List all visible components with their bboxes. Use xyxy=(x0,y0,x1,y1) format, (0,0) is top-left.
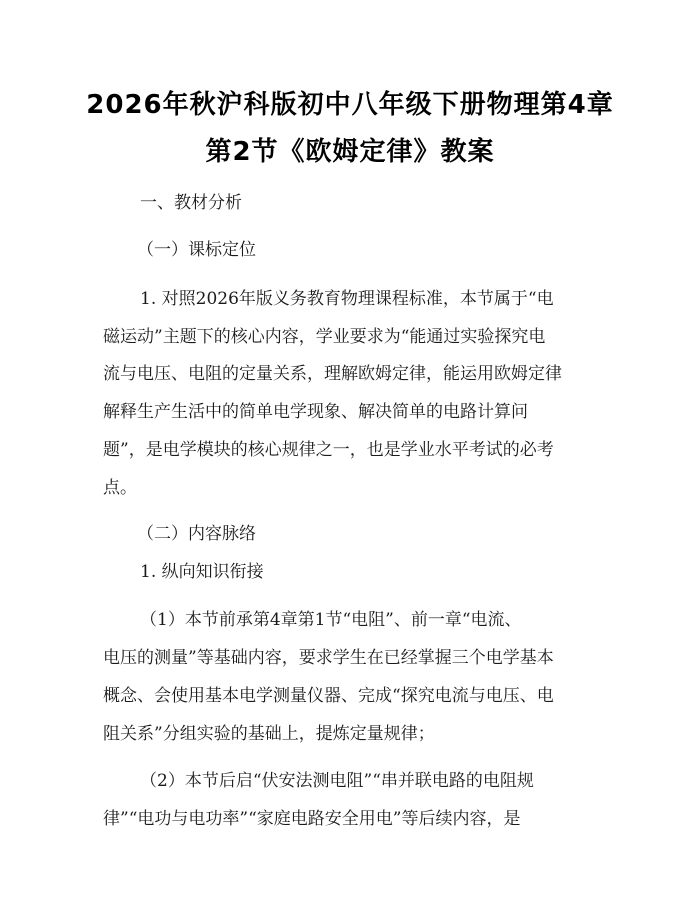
paragraph-2-line-1: （1）本节前承第4章第1节“电阻”、前一章“电流、 xyxy=(140,610,522,630)
paragraph-1-line-2: 磁运动”主题下的核心内容，学业要求为“能通过实验探究电 xyxy=(103,327,546,347)
paragraph-2-line-4: 阻关系”分组实验的基础上，提炼定量规律； xyxy=(103,724,435,744)
paragraph-1-line-6: 点。 xyxy=(103,478,137,498)
paragraph-1-line-3: 流与电压、电阻的定量关系，理解欧姆定律，能运用欧姆定律 xyxy=(103,364,562,384)
subsection-heading-curriculum-positioning: （一）课标定位 xyxy=(137,240,256,260)
paragraph-1-line-5: 题”，是电学模块的核心规律之一，也是学业水平考试的必考 xyxy=(103,440,554,460)
document-title-line-2: 第2节《欧姆定律》教案 xyxy=(205,137,495,167)
paragraph-1-line-4: 解释生产生活中的简单电学现象、解决简单的电路计算问 xyxy=(103,402,528,422)
paragraph-1-line-1: 1. 对照2026年版义务教育物理课程标准，本节属于“电 xyxy=(140,289,554,309)
paragraph-3-line-1: （2）本节后启“伏安法测电阻”“串并联电路的电阻规 xyxy=(140,771,534,791)
section-heading-textbook-analysis: 一、教材分析 xyxy=(140,193,242,213)
paragraph-3-line-2: 律”“电功与电功率”“家庭电路安全用电”等后续内容，是 xyxy=(103,809,521,829)
paragraph-2-line-2: 电压的测量”等基础内容，要求学生在已经掌握三个电学基本 xyxy=(103,648,554,668)
document-title-line-1: 2026年秋沪科版初中八年级下册物理第4章 xyxy=(86,90,614,120)
item-heading-vertical-knowledge: 1. 纵向知识衔接 xyxy=(140,562,264,582)
paragraph-2-line-3: 概念、会使用基本电学测量仪器、完成“探究电流与电压、电 xyxy=(103,686,554,706)
subsection-heading-content-context: （二）内容脉络 xyxy=(137,524,256,544)
